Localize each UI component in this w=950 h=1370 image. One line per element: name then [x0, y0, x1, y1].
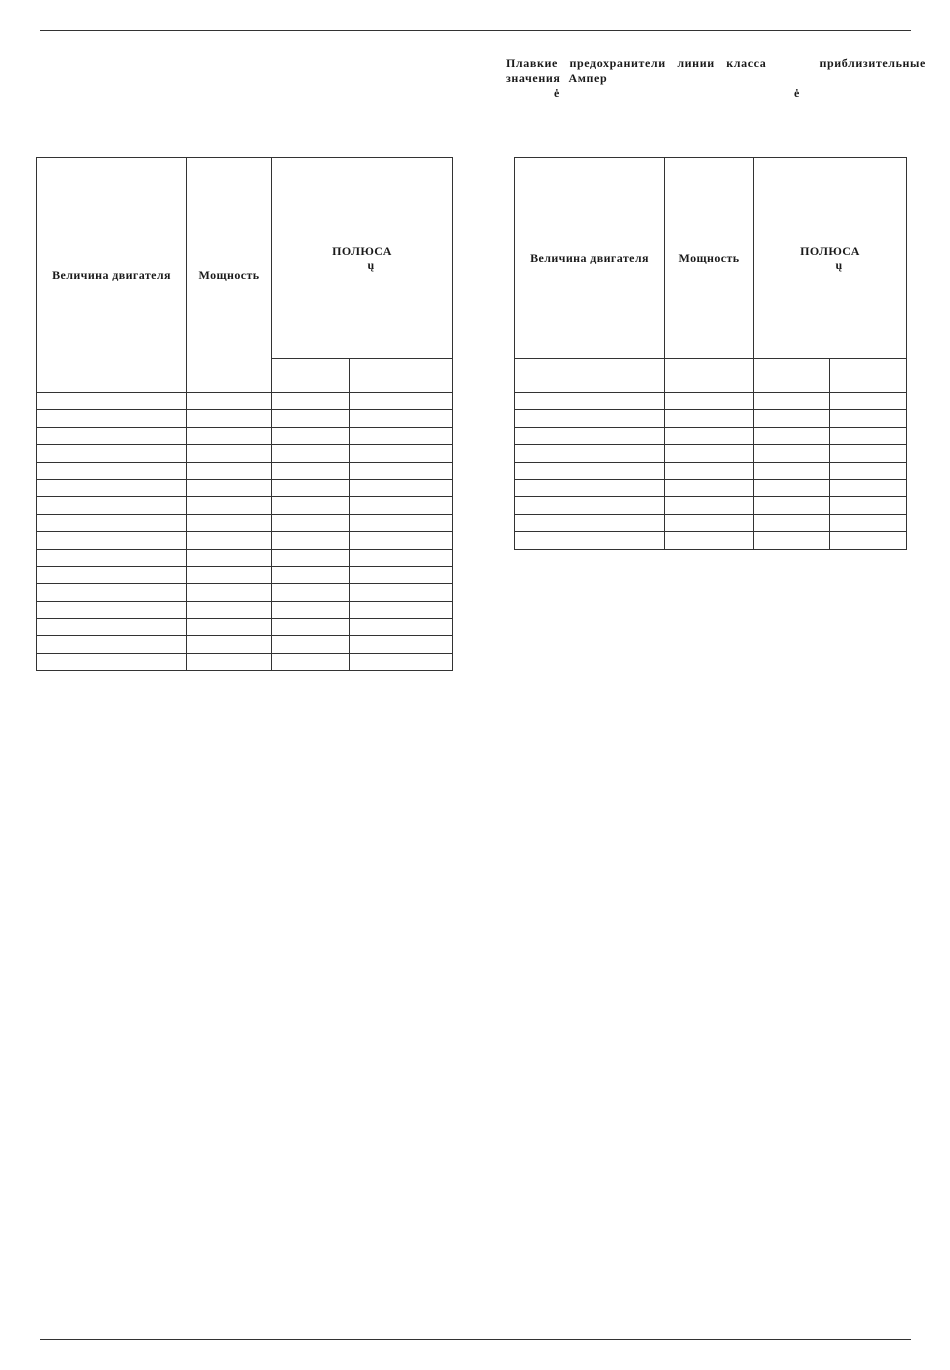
table-cell [187, 445, 272, 462]
table-row [515, 497, 907, 514]
table-cell [350, 619, 453, 636]
table-row [515, 514, 907, 531]
header-poles-mark: ų [367, 258, 375, 272]
table-row [37, 497, 453, 514]
table-cell [350, 497, 453, 514]
table-cell [37, 479, 187, 496]
subheader-cell [754, 359, 830, 393]
table-cell [37, 636, 187, 653]
table-cell [830, 427, 907, 444]
table-cell [350, 410, 453, 427]
table-cell [272, 410, 350, 427]
table-cell [350, 636, 453, 653]
heading-word-7: Ампер [568, 71, 608, 85]
table-cell [665, 393, 754, 410]
header-power: Мощность [665, 158, 754, 359]
table-row [37, 427, 453, 444]
table-cell [187, 462, 272, 479]
top-rule [40, 30, 911, 31]
table-row [515, 393, 907, 410]
table-cell [665, 410, 754, 427]
heading-mark-left: ė [554, 86, 560, 100]
heading-mark-right: ė [794, 86, 800, 100]
header-motor-size: Величина двигателя [515, 158, 665, 359]
table-cell [830, 532, 907, 549]
table-cell [187, 514, 272, 531]
table-row [37, 479, 453, 496]
table-cell [515, 514, 665, 531]
heading-gap [778, 56, 808, 71]
table-cell [350, 445, 453, 462]
table-cell [830, 514, 907, 531]
table-cell [830, 497, 907, 514]
table-cell [37, 497, 187, 514]
table-cell [350, 479, 453, 496]
table-cell [187, 584, 272, 601]
heading-word-1: Плавкие [506, 56, 558, 70]
table-cell [754, 445, 830, 462]
table-cell [665, 445, 754, 462]
heading-word-2: предохранители [569, 56, 666, 70]
table-cell [754, 479, 830, 496]
table-cell [187, 393, 272, 410]
table-cell [187, 619, 272, 636]
table-row [37, 601, 453, 618]
table-cell [754, 497, 830, 514]
table-row [515, 427, 907, 444]
table-cell [515, 393, 665, 410]
table-row [37, 619, 453, 636]
table-cell [665, 532, 754, 549]
table-cell [272, 636, 350, 653]
subheader-cell [350, 359, 453, 393]
table-cell [754, 393, 830, 410]
table-cell [350, 427, 453, 444]
table-cell [272, 601, 350, 618]
table-cell [515, 445, 665, 462]
subheader-cell [515, 359, 665, 393]
table-cell [350, 566, 453, 583]
table-row [37, 532, 453, 549]
table-cell [350, 584, 453, 601]
table-cell [515, 427, 665, 444]
table-cell [272, 584, 350, 601]
table-cell [37, 427, 187, 444]
table-cell [350, 532, 453, 549]
table-row [37, 584, 453, 601]
table-cell [272, 532, 350, 549]
table-row [37, 514, 453, 531]
table-cell [187, 636, 272, 653]
table-cell [187, 427, 272, 444]
table-cell [830, 462, 907, 479]
table-cell [830, 410, 907, 427]
table-cell [37, 462, 187, 479]
table-cell [350, 653, 453, 670]
section-heading [506, 56, 926, 86]
table-cell [272, 427, 350, 444]
table-cell [187, 497, 272, 514]
table-row [515, 479, 907, 496]
heading-word-6: значения [506, 71, 561, 85]
table-cell [665, 479, 754, 496]
table-cell [37, 601, 187, 618]
left-fuse-table [36, 157, 453, 671]
table-cell [350, 514, 453, 531]
table-cell [665, 514, 754, 531]
table-cell [665, 462, 754, 479]
table-row [37, 636, 453, 653]
table-cell [350, 462, 453, 479]
table-cell [515, 497, 665, 514]
table-cell [272, 393, 350, 410]
table-cell [754, 514, 830, 531]
header-poles [272, 158, 453, 359]
table-cell [272, 653, 350, 670]
table-cell [830, 445, 907, 462]
table-cell [187, 479, 272, 496]
header-poles-label: ПОЛЮСА [800, 244, 860, 258]
table-cell [37, 445, 187, 462]
table-cell [272, 619, 350, 636]
table-row [37, 410, 453, 427]
table-cell [515, 462, 665, 479]
table-cell [665, 497, 754, 514]
table-cell [272, 462, 350, 479]
bottom-rule [40, 1339, 911, 1340]
table-row [515, 410, 907, 427]
table-cell [830, 393, 907, 410]
header-poles-label: ПОЛЮСА [332, 244, 392, 258]
table-cell [515, 410, 665, 427]
table-cell [37, 532, 187, 549]
table-cell [350, 393, 453, 410]
header-row [37, 158, 453, 359]
table-row [37, 653, 453, 670]
table-cell [37, 549, 187, 566]
table-row [37, 566, 453, 583]
table-row [37, 393, 453, 410]
table-cell [754, 410, 830, 427]
table-cell [37, 410, 187, 427]
table-cell [187, 410, 272, 427]
table-cell [187, 566, 272, 583]
header-poles [754, 158, 907, 359]
table-cell [272, 497, 350, 514]
table-cell [272, 549, 350, 566]
table-cell [37, 566, 187, 583]
header-row [515, 158, 907, 359]
table-cell [515, 479, 665, 496]
table-cell [187, 601, 272, 618]
table-cell [187, 653, 272, 670]
heading-word-5: приблизительные [819, 56, 926, 70]
table-cell [37, 619, 187, 636]
table-cell [272, 479, 350, 496]
heading-word-4: класса [726, 56, 767, 70]
table-row [515, 532, 907, 549]
table-cell [350, 549, 453, 566]
subheader-cell [272, 359, 350, 393]
table-cell [37, 514, 187, 531]
header-motor-size: Величина двигателя [37, 158, 187, 393]
table-cell [187, 549, 272, 566]
table-cell [830, 479, 907, 496]
table-cell [754, 462, 830, 479]
header-power: Мощность [187, 158, 272, 393]
table-cell [350, 601, 453, 618]
table-cell [272, 514, 350, 531]
subheader-cell [665, 359, 754, 393]
table-cell [37, 393, 187, 410]
header-poles-mark: ų [835, 258, 843, 272]
table-row [37, 445, 453, 462]
subheader-cell [830, 359, 907, 393]
table-cell [754, 532, 830, 549]
table-cell [37, 584, 187, 601]
table-cell [187, 532, 272, 549]
table-row [515, 462, 907, 479]
table-cell [272, 445, 350, 462]
right-fuse-table [514, 157, 907, 550]
table-cell [665, 427, 754, 444]
table-cell [754, 427, 830, 444]
table-row [37, 549, 453, 566]
table-row [37, 462, 453, 479]
table-cell [272, 566, 350, 583]
heading-word-3: линии [677, 56, 715, 70]
subheader-row [515, 359, 907, 393]
table-cell [515, 532, 665, 549]
table-row [515, 445, 907, 462]
table-cell [37, 653, 187, 670]
